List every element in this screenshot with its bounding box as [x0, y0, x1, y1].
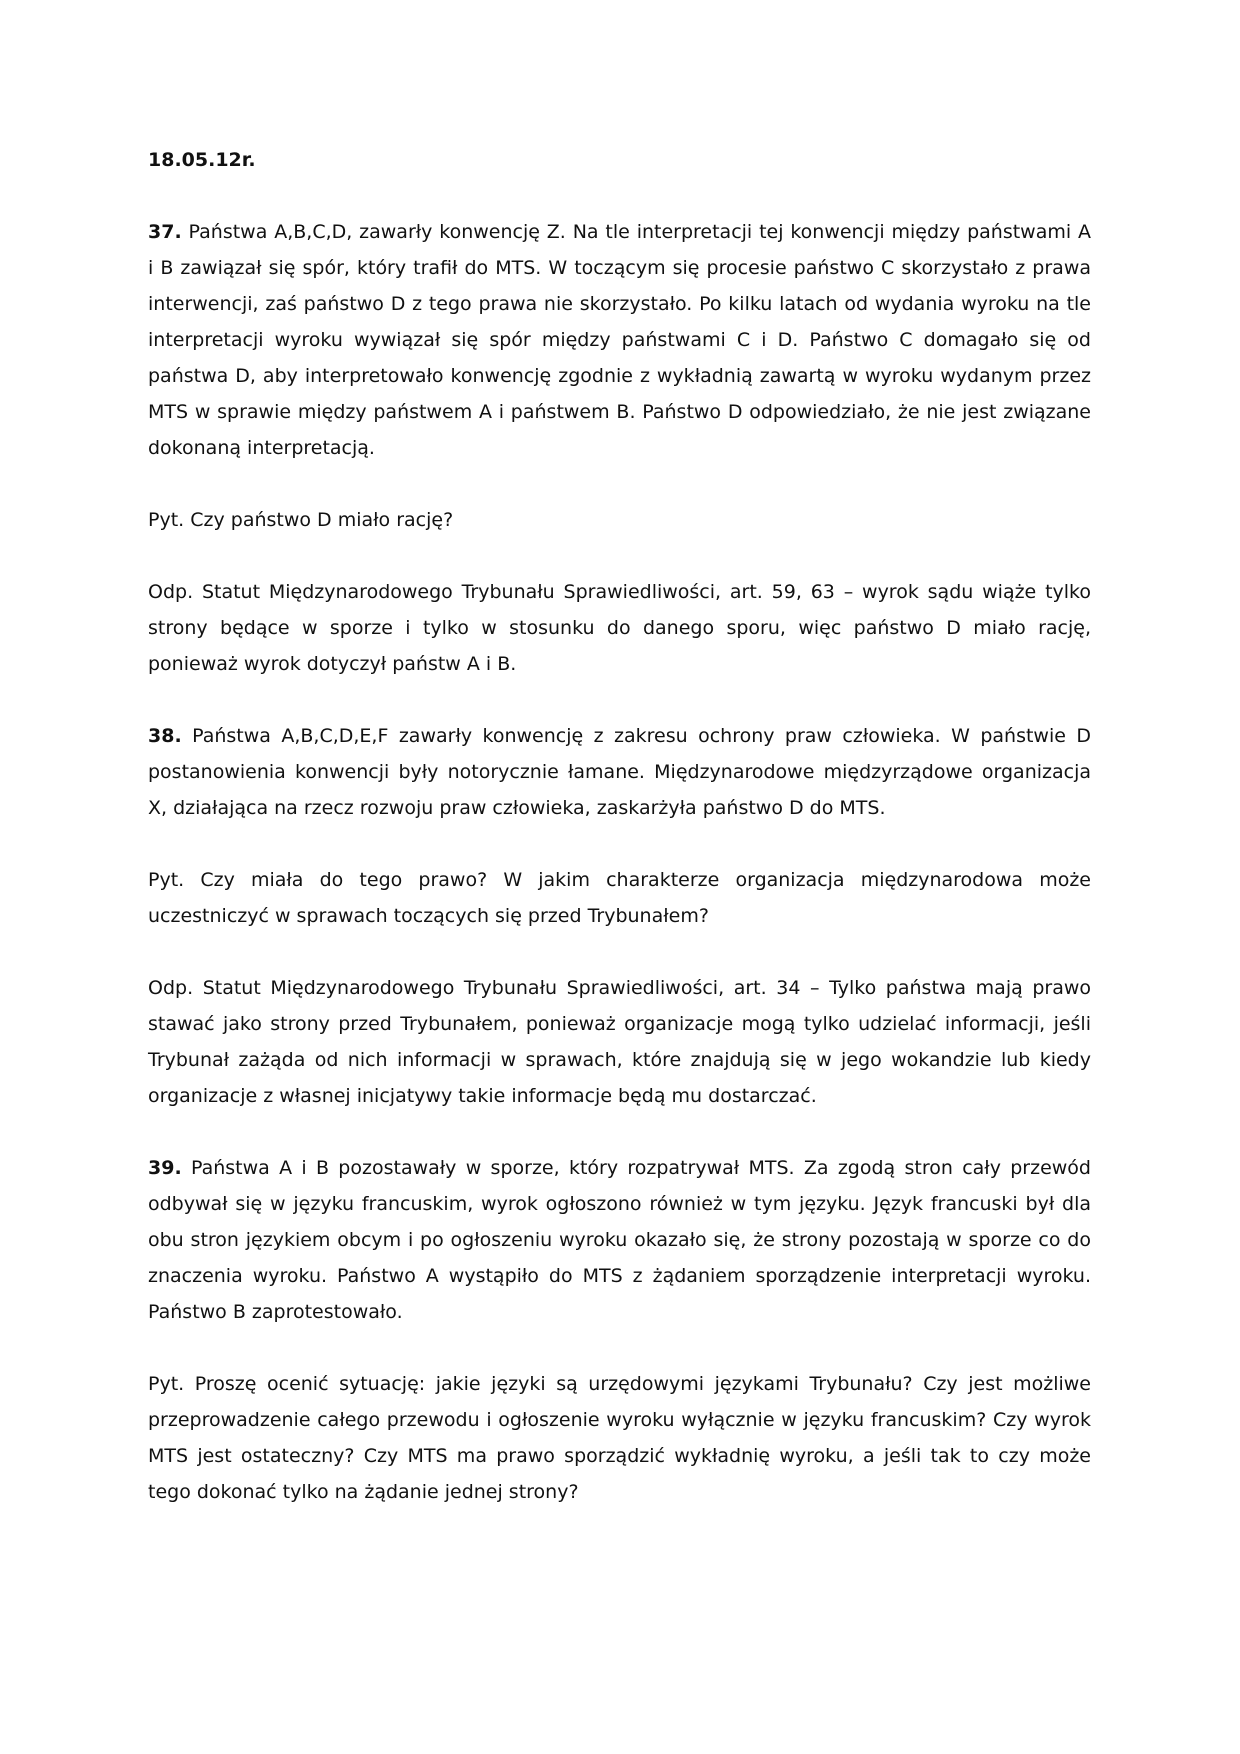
case-number-37: 37. [148, 221, 182, 243]
document-page [148, 142, 1091, 1546]
case-text-39: Państwa A i B pozostawały w sporze, który rozpatrywał MTS. Za zgodą stron cały przewód odbywał się w języku francuskim, wyrok ogłoszono również w tym języku. Język francuski był dla obu stron językiem obcym i po ogłoszeniu wyroku okazało się, że strony pozostają w sporze co do znaczenia wyroku. Państwo A wystąpiło do MTS z żądaniem sporządzenie interpretacji wyroku. Państwo B zaprotestowało. [148, 1157, 1091, 1323]
question-37: Pyt. Czy państwo D miało rację? [148, 509, 454, 531]
case-number-39: 39. [148, 1157, 182, 1179]
answer-37: Odp. Statut Międzynarodowego Trybunału Sprawiedliwości, art. 59, 63 – wyrok sądu wiąże tylko strony będące w sporze i tylko w stosunku do danego sporu, więc państwo D miało rację, ponieważ wyrok dotyczył państw A i B. [148, 581, 1091, 675]
case-paragraph-38 [148, 718, 1091, 826]
case-paragraph-37 [148, 214, 1091, 466]
question-39: Pyt. Proszę ocenić sytuację: jakie języki są urzędowymi językami Trybunału? Czy jest możliwe przeprowadzenie całego przewodu i ogłoszenie wyroku wyłącznie w języku francuskim? Czy wyrok MTS jest ostateczny? Czy MTS ma prawo sporządzić wykładnię wyroku, a jeśli tak to czy może tego dokonać tylko na żądanie jednej strony? [148, 1373, 1091, 1503]
question-38: Pyt. Czy miała do tego prawo? W jakim charakterze organizacja międzynarodowa może uczestniczyć w sprawach toczących się przed Trybunałem? [148, 869, 1091, 927]
case-text-38: Państwa A,B,C,D,E,F zawarły konwencję z zakresu ochrony praw człowieka. W państwie D postanowienia konwencji były notorycznie łamane. Międzynarodowe międzyrządowe organizacja X, działająca na rzecz rozwoju praw człowieka, zaskarżyła państwo D do MTS. [148, 725, 1091, 819]
answer-38: Odp. Statut Międzynarodowego Trybunału Sprawiedliwości, art. 34 – Tylko państwa mają prawo stawać jako strony przed Trybunałem, ponieważ organizacje mogą tylko udzielać informacji, jeśli Trybunał zażąda od nich informacji w sprawach, które znajdują się w jego wokandzie lub kiedy organizacje z własnej inicjatywy takie informacje będą mu dostarczać. [148, 977, 1091, 1107]
document-date: 18.05.12r. [148, 149, 256, 171]
case-number-38: 38. [148, 725, 182, 747]
case-text-37: Państwa A,B,C,D, zawarły konwencję Z. Na tle interpretacji tej konwencji między państwami A i B zawiązał się spór, który trafił do MTS. W toczącym się procesie państwo C skorzystało z prawa interwencji, zaś państwo D z tego prawa nie skorzystało. Po kilku latach od wydania wyroku na tle interpretacji wyroku wywiązał się spór między państwami C i D. Państwo C domagało się od państwa D, aby interpretowało konwencję zgodnie z wykładnią zawartą w wyroku wydanym przez MTS w sprawie między państwem A i państwem B. Państwo D odpowiedziało, że nie jest związane dokonaną interpretacją. [148, 221, 1091, 459]
case-paragraph-39 [148, 1150, 1091, 1330]
